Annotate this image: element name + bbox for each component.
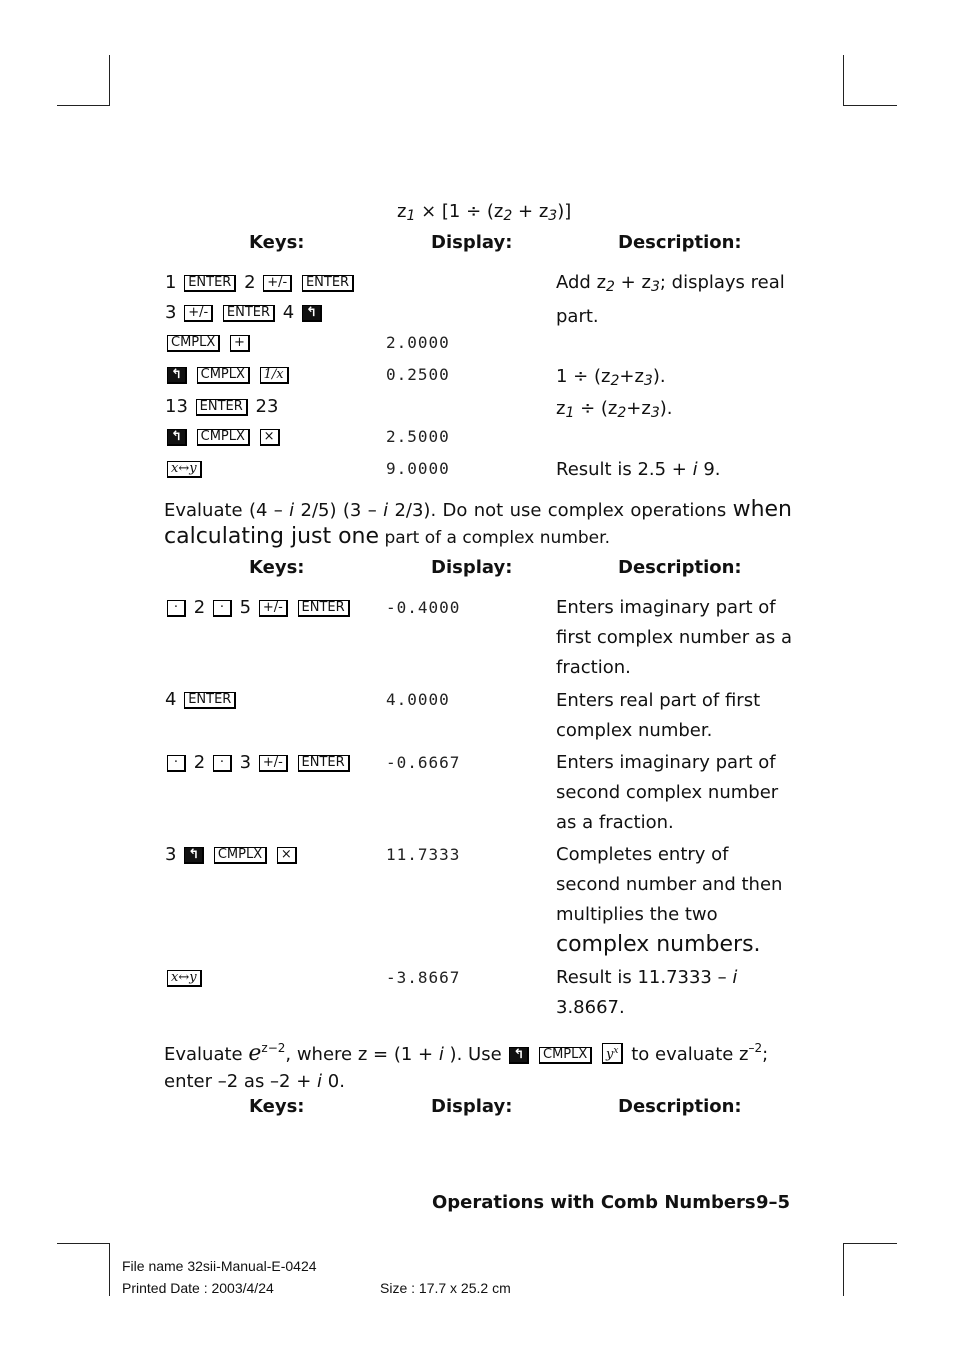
plus-key: + <box>230 335 250 352</box>
crop-mark <box>843 1243 844 1296</box>
description-cell: Result is 11.7333 – i 3.8667. <box>556 967 738 1018</box>
change-sign-key: +/- <box>259 600 288 617</box>
keys-row: 4 ENTER <box>165 689 238 711</box>
keys-row <box>165 332 252 354</box>
shift-key: ↰ <box>167 367 187 384</box>
swap-xy-key: x↔y <box>167 970 202 987</box>
enter-key: ENTER <box>298 755 350 772</box>
page-number: 9–5 <box>756 1192 791 1213</box>
shift-key: ↰ <box>167 429 187 446</box>
cmplx-key: CMPLX <box>197 367 250 384</box>
cmplx-key: CMPLX <box>197 429 250 446</box>
enter-key: ENTER <box>298 600 350 617</box>
keys-row: 3 +/- ENTER 4 ↰ <box>165 302 324 324</box>
keys-row <box>165 364 291 386</box>
running-footer-title: Operations with Comb Numbers <box>432 1192 756 1213</box>
crop-mark <box>109 55 110 105</box>
display-value: 4.0000 <box>386 690 450 709</box>
keys-header: Keys: <box>249 557 305 578</box>
printed-date: Printed Date : 2003/4/24 <box>122 1280 274 1296</box>
display-header: Display: <box>431 232 513 253</box>
decimal-key: · <box>167 600 186 617</box>
display-header: Display: <box>431 557 513 578</box>
description-cell: Enters imaginary part of first complex number as a fraction. <box>556 597 793 678</box>
enter-key: ENTER <box>302 275 354 292</box>
enter-key: ENTER <box>184 692 236 709</box>
description-cell: Enters real part of first complex number. <box>556 690 761 741</box>
description-header: Description: <box>618 232 742 253</box>
crop-mark <box>57 1243 110 1244</box>
display-value: 0.2500 <box>386 365 450 384</box>
decimal-key: · <box>213 755 232 772</box>
instruction-paragraph: Evaluate $e^{z-2}$, where z = (1 + i ). Use ↰ CMPLX $y^x$ to evaluate $z^{-2}$; enter –2 as –2 + i 0. <box>164 1041 769 1092</box>
crop-mark <box>843 105 897 106</box>
shift-key: ↰ <box>302 305 322 322</box>
keys-header: Keys: <box>249 232 305 253</box>
display-value: 9.0000 <box>386 459 450 478</box>
instruction-paragraph: Evaluate (4 – i 2/5) (3 – i 2/3). Do not use complex operations when calculating just one part of a complex number. <box>164 497 792 549</box>
change-sign-key: +/- <box>263 275 292 292</box>
multiply-key: × <box>277 847 297 864</box>
enter-key: ENTER <box>223 305 275 322</box>
power-key: $y^x$ <box>602 1043 623 1064</box>
display-value: 2.5000 <box>386 427 450 446</box>
display-value: -0.6667 <box>386 753 461 772</box>
formula-top: $z_1 \times [1 \div (z_2 + z_3)]$ <box>397 201 572 224</box>
keys-header: Keys: <box>249 1096 305 1117</box>
description-header: Description: <box>618 1096 742 1117</box>
keys-row <box>165 426 282 448</box>
description-cell: Enters imaginary part of second complex number as a fraction. <box>556 752 779 833</box>
display-header: Display: <box>431 1096 513 1117</box>
crop-mark <box>109 1243 110 1296</box>
swap-xy-key: x↔y <box>167 461 202 478</box>
shift-key: ↰ <box>184 847 204 864</box>
description-header: Description: <box>618 557 742 578</box>
description-cell: $z_1 \div (z_2+z_3)$. <box>556 398 673 421</box>
cmplx-key: CMPLX <box>214 847 267 864</box>
keys-row: 3 ↰ CMPLX × <box>165 844 299 866</box>
keys-row <box>165 458 204 480</box>
crop-mark <box>57 105 110 106</box>
crop-mark <box>843 55 844 105</box>
shift-key: ↰ <box>509 1047 529 1064</box>
cmplx-key: CMPLX <box>539 1047 592 1064</box>
change-sign-key: +/- <box>184 305 213 322</box>
keys-row <box>165 967 204 989</box>
description-cell: Add $z_2 + z_3$; displays real part. <box>556 272 785 327</box>
keys-row: 1 ENTER 2 +/- ENTER <box>165 272 356 294</box>
description-cell: Result is 2.5 + i 9. <box>556 459 721 480</box>
description-cell: $1 \div (z_2+z_3)$. <box>556 366 666 389</box>
crop-mark <box>843 1243 897 1244</box>
file-name: File name 32sii-Manual-E-0424 <box>122 1258 317 1274</box>
multiply-key: × <box>260 429 280 446</box>
enter-key: ENTER <box>196 399 248 416</box>
display-value: -0.4000 <box>386 598 461 617</box>
reciprocal-key: 1/x <box>260 367 289 384</box>
display-value: 2.0000 <box>386 333 450 352</box>
description-cell: Completes entry of second number and then multiplies the two complex numbers. <box>556 844 783 957</box>
decimal-key: · <box>213 600 232 617</box>
cmplx-key: CMPLX <box>167 335 220 352</box>
enter-key: ENTER <box>184 275 236 292</box>
keys-row: · 2 · 3 +/- ENTER <box>165 752 352 774</box>
change-sign-key: +/- <box>259 755 288 772</box>
keys-row: 13 ENTER 23 <box>165 396 279 417</box>
page-size: Size : 17.7 x 25.2 cm <box>380 1280 511 1296</box>
display-value: -3.8667 <box>386 968 461 987</box>
keys-row: · 2 · 5 +/- ENTER <box>165 597 352 619</box>
decimal-key: · <box>167 755 186 772</box>
display-value: 11.7333 <box>386 845 461 864</box>
